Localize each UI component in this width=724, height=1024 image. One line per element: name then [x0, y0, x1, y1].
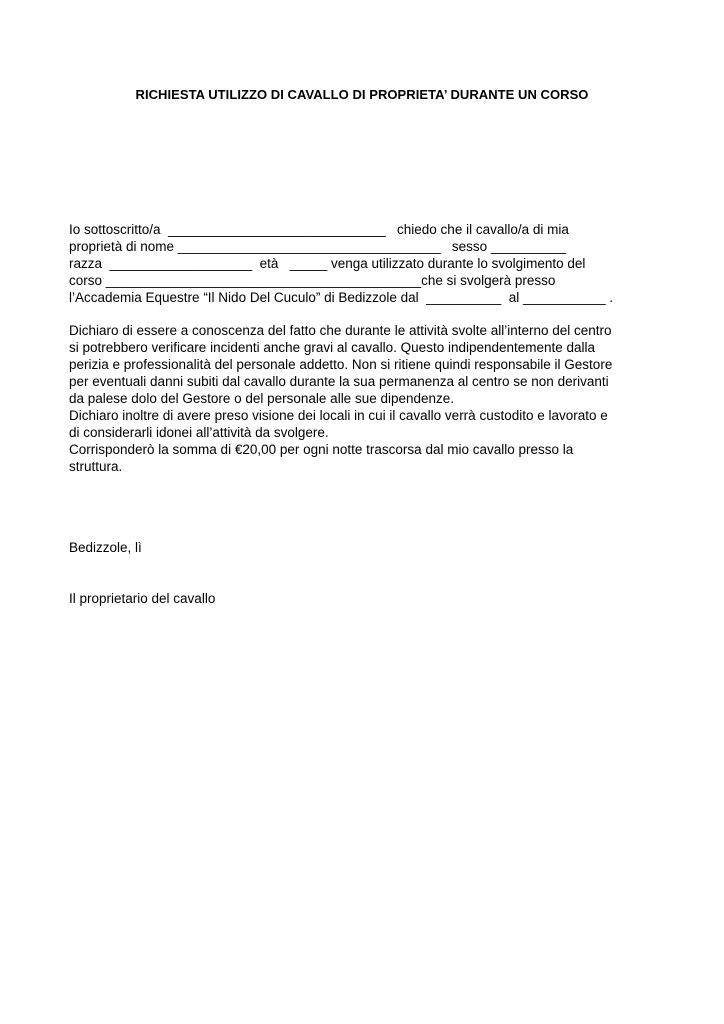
declaration-line: Dichiaro inoltre di avere preso visione dei locali in cui il cavallo verrà custodito e lavorato e — [69, 408, 608, 423]
request-line-owner-name: Io sottoscritto/a _____________________________ chiedo che il cavallo/a di mia — [69, 222, 569, 237]
declaration-line: Corrisponderò la somma di €20,00 per ogni notte trascorsa dal mio cavallo presso la — [69, 442, 574, 457]
request-line-dates: l’Accademia Equestre “Il Nido Del Cuculo” di Bedizzole dal __________ al ___________ . — [69, 290, 614, 305]
request-line-horse-name-sex: proprietà di nome ___________________________________ sesso __________ — [69, 239, 566, 254]
declaration-line: da palese dolo del Gestore o del personale alle sue dipendenze. — [69, 391, 455, 406]
request-line-breed-age: razza ___________________ età _____ venga utilizzato durante lo svolgimento del — [69, 256, 586, 271]
document-title: RICHIESTA UTILIZZO DI CAVALLO DI PROPRIETA’ DURANTE UN CORSO — [135, 87, 589, 102]
declaration-line: struttura. — [69, 459, 123, 474]
declaration-line: perizia e professionalità del personale addetto. Non si ritiene quindi responsabile il Gestore — [69, 357, 613, 372]
request-line-course: corso __________________________________________che si svolgerà presso — [69, 273, 556, 288]
owner-signature-label: Il proprietario del cavallo — [69, 591, 216, 606]
declaration-line: Dichiaro di essere a conoscenza del fatto che durante le attività svolte all’interno del centro — [69, 323, 612, 338]
declaration-line: per eventuali danni subiti dal cavallo durante la sua permanenza al centro se non derivanti — [69, 374, 609, 389]
declaration-line: di considerarli idonei all’attività da svolgere. — [69, 425, 329, 440]
place-date-label: Bedizzole, lì — [69, 540, 142, 555]
declaration-line: si potrebbero verificare incidenti anche gravi al cavallo. Questo indipendentemente dalla — [69, 340, 596, 355]
